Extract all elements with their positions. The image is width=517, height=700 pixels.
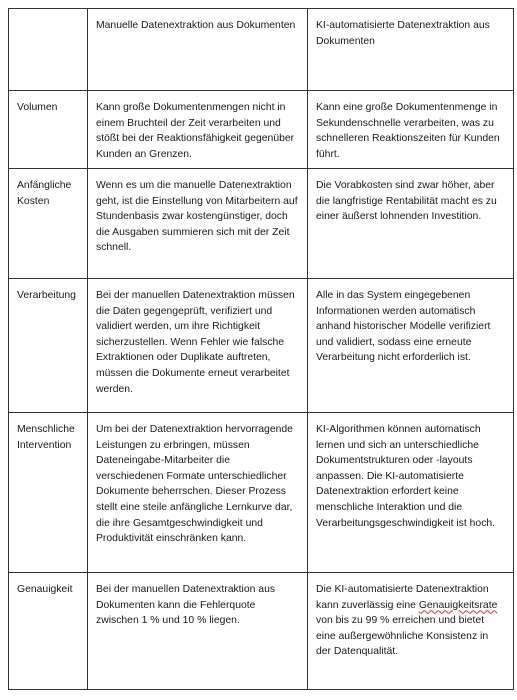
header-cell-empty bbox=[9, 9, 88, 91]
cell-manual-kosten: Wenn es um die manuelle Datenextraktion geht, ist die Einstellung von Mitarbeitern auf Stundenbasis zwar kostengünstiger, doch die Ausgaben summieren sich mit der Zeit schnell. bbox=[88, 169, 308, 279]
header-cell-manual: Manuelle Datenextraktion aus Dokumenten bbox=[88, 9, 308, 91]
table-row bbox=[9, 279, 514, 413]
table-row bbox=[9, 413, 514, 573]
cell-ai-volumen: Kann eine große Dokumentenmenge in Sekundenschnelle verarbeiten, was zu schnelleren Reaktionszeiten für Kunden führt. bbox=[308, 91, 514, 169]
cell-manual-intervention: Um bei der Datenextraktion hervorragende Leistungen zu erbringen, müssen Dateneingabe-Mitarbeiter die verschiedenen Formate unterschiedlicher Dokumente beherrschen. Dieser Prozess stellt eine steile anfängliche Lernkurve dar, die ihre Gesamtgeschwindigkeit und Produktivität einschränken kann. bbox=[88, 413, 308, 573]
cell-ai-verarbeitung: Alle in das System eingegebenen Informationen werden automatisch anhand historischer Modelle verifiziert und validiert, sodass eine erneute Verarbeitung nicht erforderlich ist. bbox=[308, 279, 514, 413]
header-cell-ai: KI-automatisierte Datenextraktion aus Dokumenten bbox=[308, 9, 514, 91]
header-row bbox=[9, 9, 514, 91]
comparison-table bbox=[8, 8, 514, 690]
row-label-volumen: Volumen bbox=[9, 91, 88, 169]
table-row bbox=[9, 169, 514, 279]
row-label-verarbeitung: Verarbeitung bbox=[9, 279, 88, 413]
spellcheck-flagged-word[interactable]: Genauigkeitsrate bbox=[418, 599, 498, 611]
cell-manual-volumen: Kann große Dokumentenmengen nicht in einem Bruchteil der Zeit verarbeiten und stößt bei der Reaktionsfähigkeit gegenüber Kunden an Grenzen. bbox=[88, 91, 308, 169]
row-label-genauigkeit: Genauigkeit bbox=[9, 573, 88, 690]
cell-ai-genauigkeit-text-before: Die KI-automatisierte Datenextraktion kann zuverlässig eine bbox=[316, 584, 489, 611]
cell-manual-verarbeitung: Bei der manuellen Datenextraktion müssen die Daten gegengeprüft, verifiziert und validiert werden, um ihre Richtigkeit sicherzustellen. Wenn Fehler wie falsche Extraktionen oder Duplikate auftreten, müssen die Dokumente erneut verarbeitet werden. bbox=[88, 279, 308, 413]
cell-ai-kosten: Die Vorabkosten sind zwar höher, aber die langfristige Rentabilität macht es zu einer äußerst lohnenden Investition. bbox=[308, 169, 514, 279]
cell-manual-genauigkeit: Bei der manuellen Datenextraktion aus Dokumenten kann die Fehlerquote zwischen 1 % und 10 % liegen. bbox=[88, 573, 308, 690]
row-label-kosten: Anfängliche Kosten bbox=[9, 169, 88, 279]
row-label-intervention: Menschliche Intervention bbox=[9, 413, 88, 573]
cell-ai-genauigkeit bbox=[308, 573, 514, 690]
table-row bbox=[9, 91, 514, 169]
cell-ai-intervention: KI-Algorithmen können automatisch lernen und sich an unterschiedliche Dokumentstrukturen oder -layouts anpassen. Die KI-automatisierte Datenextraktion erfordert keine menschliche Interaktion und die Verarbeitungsgeschwindigkeit ist hoch. bbox=[308, 413, 514, 573]
table-row bbox=[9, 573, 514, 690]
cell-ai-genauigkeit-text-after: von bis zu 99 % erreichen und bietet eine außergewöhnliche Konsistenz in der Datenqualität. bbox=[316, 615, 489, 658]
